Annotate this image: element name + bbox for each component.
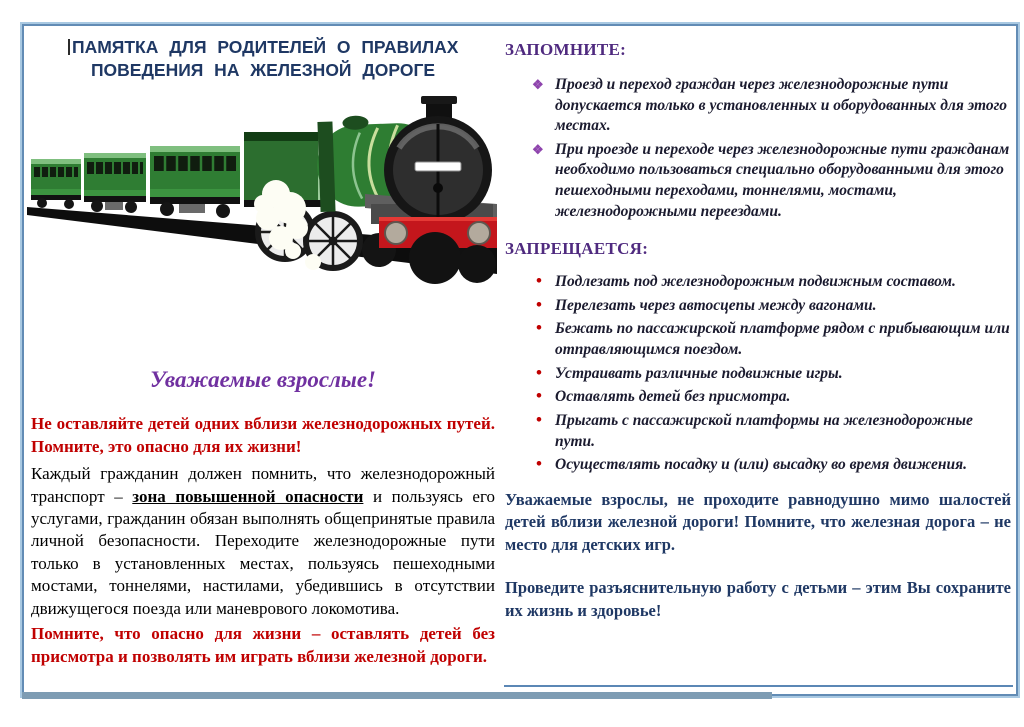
list-item-text: Осуществлять посадку и (или) высадку во время движения. — [555, 456, 967, 474]
left-column — [31, 32, 495, 668]
page-border-inner — [22, 24, 1018, 696]
list-item — [505, 387, 1011, 408]
list-item — [505, 411, 1011, 452]
list-item — [505, 296, 1011, 317]
closing-paragraph-2: Проведите разъяснительную работу с детьми – этим Вы сохраните их жизнь и здоровье! — [505, 578, 1011, 620]
body-text-pre: Каждый гражданин должен помнить, что железнодорожный транспорт – — [31, 464, 495, 506]
dot-bullet-icon: • — [536, 294, 542, 314]
warning-paragraph-1: Не оставляйте детей одних вблизи железнодорожных путей. Помните, это опасно для их жизни! — [31, 414, 495, 456]
danger-zone-highlight: зона повышенной опасности — [132, 486, 364, 506]
remember-heading: ЗАПОМНИТЕ: — [505, 40, 627, 59]
list-item-text: Прыгать с пассажирской платформы на железнодорожные пути. — [555, 411, 973, 450]
page-title — [31, 36, 495, 82]
right-column — [505, 32, 1011, 622]
dot-bullet-icon: • — [536, 362, 542, 382]
list-item-text: Перелезать через автосцепы между вагонами. — [555, 296, 877, 314]
closing-paragraph-1: Уважаемые взрослы, не проходите равнодушно мимо шалостей детей вблизи железной дороги! Помните, что железная дорога – не место для детских игр. — [505, 489, 1011, 554]
dot-bullet-icon: • — [536, 454, 542, 474]
list-item — [505, 455, 1011, 476]
diamond-bullet-icon: ❖ — [532, 141, 544, 157]
warning-paragraph-2: Помните, что опасно для жизни – оставлять детей без присмотра и позволять им играть вблизи железной дороги. — [31, 624, 495, 666]
greeting-heading: Уважаемые взрослые! — [149, 367, 377, 393]
list-item-text: Устраивать различные подвижные игры. — [555, 364, 843, 382]
forbidden-heading: ЗАПРЕЩАЕТСЯ: — [505, 239, 649, 259]
diamond-bullet-icon: ❖ — [532, 77, 544, 92]
list-item-text: Проезд и переход граждан через железнодорожные пути допускается только в установленных и оборудованных для этого местах. — [555, 76, 1008, 135]
body-text-post: и пользуясь его услугами, гражданин обязан выполнять общепринятые правила личной безопасности. Переходите железнодорожные пути только в установленных местах, пользуясь пешеходными мостами, тоннелями, настилами, убедившись в отсутствии движущегося поезда или маневрового локомотива. — [31, 486, 495, 618]
remember-list — [505, 75, 1011, 222]
body-paragraph — [31, 463, 495, 620]
list-item-text: Подлезать под железнодорожным подвижным составом. — [555, 273, 956, 291]
page-border — [20, 22, 1020, 698]
forbidden-list — [505, 272, 1011, 475]
list-item — [505, 272, 1011, 293]
list-item — [505, 364, 1011, 385]
list-item-text: Бежать по пассажирской платформе рядом с прибывающим или отправляющимся поездом. — [555, 320, 1010, 359]
dot-bullet-icon: • — [536, 318, 542, 338]
right-column-divider — [504, 685, 1013, 687]
dot-bullet-icon: • — [536, 409, 542, 429]
list-item — [505, 75, 1011, 137]
list-item — [505, 140, 1011, 222]
passenger-cars — [31, 146, 240, 218]
dot-bullet-icon: • — [536, 271, 542, 291]
smokebox — [384, 96, 492, 224]
list-item-text: Оставлять детей без присмотра. — [555, 388, 791, 406]
list-item-text: При проезде и переходе через железнодорожные пути гражданам необходимо пользоваться специально оборудованными для этого пешеходными переходами, тоннелями, мостами, железнодорожными переездами. — [555, 140, 1010, 220]
dot-bullet-icon: • — [536, 386, 542, 406]
text-cursor — [68, 39, 71, 55]
bottom-border-band — [22, 692, 772, 699]
train-illustration — [27, 96, 497, 296]
page-title-text: ПАМЯТКА ДЛЯ РОДИТЕЛЕЙ О ПРАВИЛАХ ПОВЕДЕНИЯ НА ЖЕЛЕЗНОЙ ДОРОГЕ — [72, 37, 459, 81]
list-item — [505, 319, 1011, 360]
headlamp — [415, 162, 461, 171]
